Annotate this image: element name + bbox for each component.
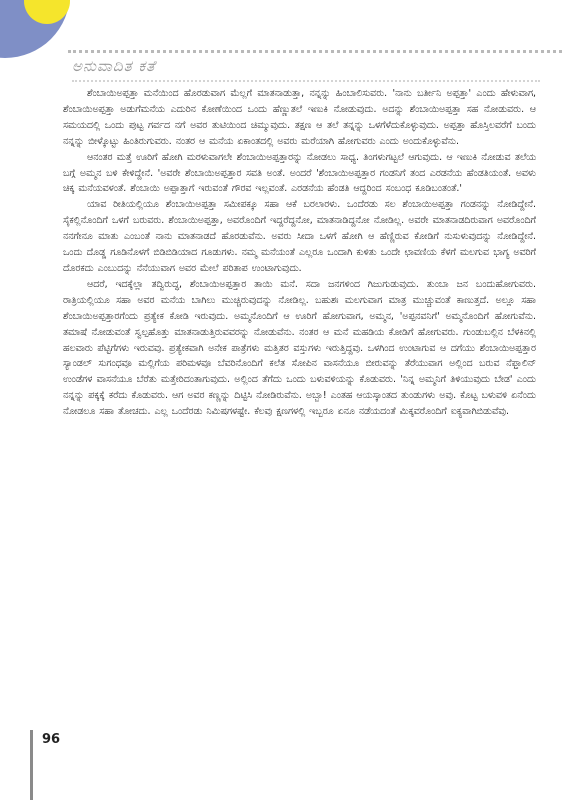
header-dotted-rule (68, 50, 562, 53)
section-title: ಅನುವಾದಿತ ಕತೆ (72, 57, 156, 75)
paragraph: ಆನಂತರ ಮತ್ತೆ ಊರಿಗೆ ಹೋಗಿ ಮರಳುವಾಗಲೇ ಶೆಂಬಾಯಿಅಪ್ಪತ್ತಾರನ್ನು ನೋಡಲು ಸಾಧ್ಯ. ತಿಂಗಳುಗಟ್ಟಲೆ ಆಗುವುದು. ಆ ಇಣುಕಿ ನೋಡುವ ತಲೆಯ ಬಗ್ಗೆ ಅಮ್ಮನ ಬಳಿ ಕೇಳಿದ್ದೇನೆ. 'ಅವರೇ ಶೆಂಬಾಯಿಅಪ್ಪತ್ತಾರ ಸವತಿ ಅಂತೆ. ಅಂದರೆ 'ಶೆಂಬಾಯಿಅಪ್ಪತ್ತಾರ ಗಂಡನಿಗೆ ತಂದ ಎರಡನೆಯ ಹೆಂಡತಿಯಂತೆ. ಅವಳು ಚಿಕ್ಕ ಮನೆಯವಳಂತೆ. ಶೆಂಬಾಯಿ ಅಪ್ಪಾತ್ತಾಗೆ ಇರುವಂತೆ ಗೌರವ ಇಲ್ಲವಂತೆ. ಎರಡನೆಯ ಹೆಂಡತಿ ಆದ್ದರಿಂದ ಸಂಬಂಧ ಕೂಡಿಬಂತಂತೆ.' (63, 151, 536, 195)
paragraph: ಆದರೆ, ಇದಕ್ಕೆಲ್ಲಾ ತದ್ವಿರುದ್ಧ, ಶೆಂಬಾಯಿಅಪ್ಪತ್ತಾರ ತಾಯಿ ಮನೆ. ಸದಾ ಜನಗಳಿಂದ ಗಿಜುಗುಡುವುದು. ತುಂಬಾ ಜನ ಬಂದುಹೋಗುವರು. ರಾತ್ರಿಯಲ್ಲಿಯೂ ಸಹಾ ಅವರ ಮನೆಯ ಬಾಗಿಲು ಮುಚ್ಚಿರುವುದನ್ನು ನೋಡಿಲ್ಲ. ಬಹುಶಃ ಮಲಗುವಾಗ ಮಾತ್ರ ಮುಚ್ಚುವಂತೆ ಕಾಣುತ್ತದೆ. ಅಲ್ಲೂ ಸಹಾ ಶೆಂಬಾಯಿಅಪ್ಪತ್ತಾರಗೆಂದು ಪ್ರತ್ಯೇಕ ಕೋಡಿ ಇರುವುದು. ಅಮ್ಮನೊಂದಿಗೆ ಆ ಊರಿಗೆ ಹೋಗುವಾಗ, ಅಮ್ಮನ, 'ಅಪ್ಪನವನಿಗೆ' ಅಮ್ಮನೊಂದಿಗೆ ಹೋಗುವೆನು. ತಮಾಷೆ ನೋಡುವಂತೆ ಸ್ವಲ್ಪಹೊತ್ತು ಮಾತನಾಡುತ್ತಿರುವವರನ್ನು ನೋಡುವೆನು. ನಂತರ ಆ ಮನೆ ಮಹಡಿಯ ಕೋಡಿಗೆ ಹೋಗುವರು. ಗುಂಡುಬಲ್ಲಿನ ಬೆಳಕಿನಲ್ಲಿ ಹಲವಾರು ಪೆಟ್ಟಿಗೆಗಳು ಇರುವವು. ಪ್ರತ್ಯೇಕವಾಗಿ ಅನೇಕ ಪಾತ್ರೆಗಳು ಮತ್ತಿತರ ವಸ್ತುಗಳು ಇರುತ್ತಿದ್ದವು. ಒಳಗಿಂದ ಉಂಟಾಗುವ ಆ ದಗೆಯು ಶೆಂಬಾಯಿಅಪ್ಪತ್ತಾರ ಸ್ಯಾಂಡಲ್ ಸುಗಂಧವೂ ಮಲ್ಲಿಗೆಯ ಪರಿಮಳವೂ ಬೆವರಿನೊಂದಿಗೆ ಕಲೆತ ಸೋಪಿನ ವಾಸನೆಯೂ ಬೀರುವನ್ನು ತೆರೆಯುವಾಗ ಅಲ್ಲಿಂದ ಬರುವ ನೆಫ್ತಾಲಿನ್ ಉಂಡೆಗಳ ವಾಸನೆಯೂ ಬೆರೆತು ಮತ್ತೇರಿದಂತಾಗುವುದು. ಅಲ್ಲಿಂದ ತೆಗೆದು ಒಂದು ಬಳುವಳಿಯನ್ನು ಕೊಡುವರು. 'ನಿನ್ನ ಅಮ್ಮನಿಗೆ ತಿಳಿಯುವುದು ಬೇಡ' ಎಂದು ನನ್ನನ್ನು ಪಕ್ಕಕ್ಕೆ ಕರೆದು ಕೊಡುವರು. ಆಗ ಅವರ ಕಣ್ಣನ್ನು ದಿಟ್ಟಿಸಿ ನೋಡಿರುವೆನು. ಅಬ್ಬಾ! ಎಂತಹ ಆಯಸ್ಕಾಂತದ ತುಂಡುಗಳು ಅವು. ಕೊಟ್ಟ ಬಳುವಳಿ ಏನೆಂದು ನೋಡಲೂ ಸಹಾ ತೋಚದು. ಎಲ್ಲ ಒಂದೆರಡು ನಿಮಿಷಗಳಷ್ಟೇ. ಕೆಲವು ಕ್ಷಣಗಳಲ್ಲಿ ಇಬ್ಬರೂ ಏನೂ ನಡೆಯದಂತೆ ಮಿಕ್ಕವರೊಂದಿಗೆ ಐಕ್ಯವಾಗಿಬಿಡುವೆವು. (63, 278, 536, 418)
paragraph: ಶೆಂಬಾಯಿಅಪ್ಪತ್ತಾ ಮನೆಯಿಂದ ಹೊರಡುವಾಗ ಮೆಲ್ಲಗೆ ಮಾತನಾಡುತ್ತಾ, ನನ್ನನ್ನು ಹಿಂಬಾಲಿಸುವರು. 'ನಾನು ಬರ್ತೀನಿ ಅಪ್ಪತ್ತಾ' ಎಂದು ಹೇಳುವಾಗ, ಶೆಂಬಾಯಿಅಪ್ಪತ್ತಾ ಅಡುಗೆಮನೆಯ ಎದುರಿನ ಕೋಣೆಯಿಂದ ಒಂದು ಹೆಣ್ಣುತಲೆ ಇಣುಕಿ ನೋಡುವುದು. ಅದನ್ನು ಶೆಂಬಾಯಿಅಪ್ಪತ್ತಾ ಸಹ ನೋಡುವರು. ಆ ಸಮಯದಲ್ಲಿ ಒಂದು ಪುಟ್ಟ ಗರ್ವದ ನಗೆ ಅವರ ತುಟಿಯಿಂದ ಚಿಮ್ಮುವುದು. ತಕ್ಷಣ ಆ ತಲೆ ತನ್ನನ್ನು ಒಳಗೆಳೆದುಕೊಳ್ಳುವುದು. ಅಪ್ಪತ್ತಾ ಹೊಸ್ತಿಲವರೆಗೆ ಬಂದು ನನ್ನನ್ನು ಬೀಳ್ಕೊಟ್ಟು ಹಿಂತಿರುಗುವರು. ನಂತರ ಆ ಮನೆಯ ಏಕಾಂತದಲ್ಲಿ ಅವರು ಮರೆಯಾಗಿ ಹೋಗುವರು ಎಂದು ಅಂದುಕೊಳ್ಳುವೆನು. (63, 88, 536, 147)
page-number: 96 (42, 732, 61, 747)
paragraph: ಯಾವ ರೀತಿಯಲ್ಲಿಯೂ ಶೆಂಬಾಯಿಅಪ್ಪತ್ತಾ ಸಮೀಪಕ್ಕೂ ಸಹಾ ಆಕೆ ಬರಲಾರಳು. ಒಂದೆರಡು ಸಲ ಶೆಂಬಾಯಿಅಪ್ಪತ್ತಾ ಗಂಡನನ್ನು ನೋಡಿದ್ದೇನೆ. ಸೈಕಲ್ಲಿನೊಂದಿಗೆ ಒಳಗೆ ಬರುವರು. ಶೆಂಬಾಯಿಅಪ್ಪತ್ತಾ, ಅವರೊಂದಿಗೆ ಇದ್ದರೆದ್ದನೋ, ಮಾತನಾಡಿದ್ದನೋ ನೋಡಿಲ್ಲ. ಅವರೇ ಮಾತನಾಡದಿರುವಾಗ ಅವರೊಂದಿಗೆ ನನಗೇನೂ ಮಾತು ಎಂಬಂತೆ ನಾನು ಮಾತನಾಡದೆ ಹೊರಡುವೆನು. ಅವರು ಸೀದಾ ಒಳಗೆ ಹೋಗಿ ಆ ಹೆಣ್ಣಿರುವ ಕೋಡಿಗೆ ನುಸುಳುವುದನ್ನು ನೋಡಿದ್ದೇನೆ. ಒಂದು ದೊಡ್ಡ ಗೂಡಿನೊಳಗೆ ಬಿಡಿಬಿಡಿಯಾದ ಗೂಡುಗಳು. ನಮ್ಮ ಮನೆಯಂತೆ ಎಲ್ಲರೂ ಒಂದಾಗಿ ಕುಳಿತು ಒಂದೇ ಛಾವಣಿಯ ಕೆಳಗೆ ಮಲಗುವ ಭಾಗ್ಯ ಅವರಿಗೆ ದೊರಕದು ಎಂಬುದನ್ನು ನೆನೆಯುವಾಗ ಅವರ ಮೇಲೆ ಪರಿತಾಪ ಉಂಟಾಗುವುದು. (63, 199, 536, 274)
title-dotted-underline (72, 80, 540, 82)
page-margin-bar (30, 730, 33, 800)
story-text-column (63, 86, 536, 420)
